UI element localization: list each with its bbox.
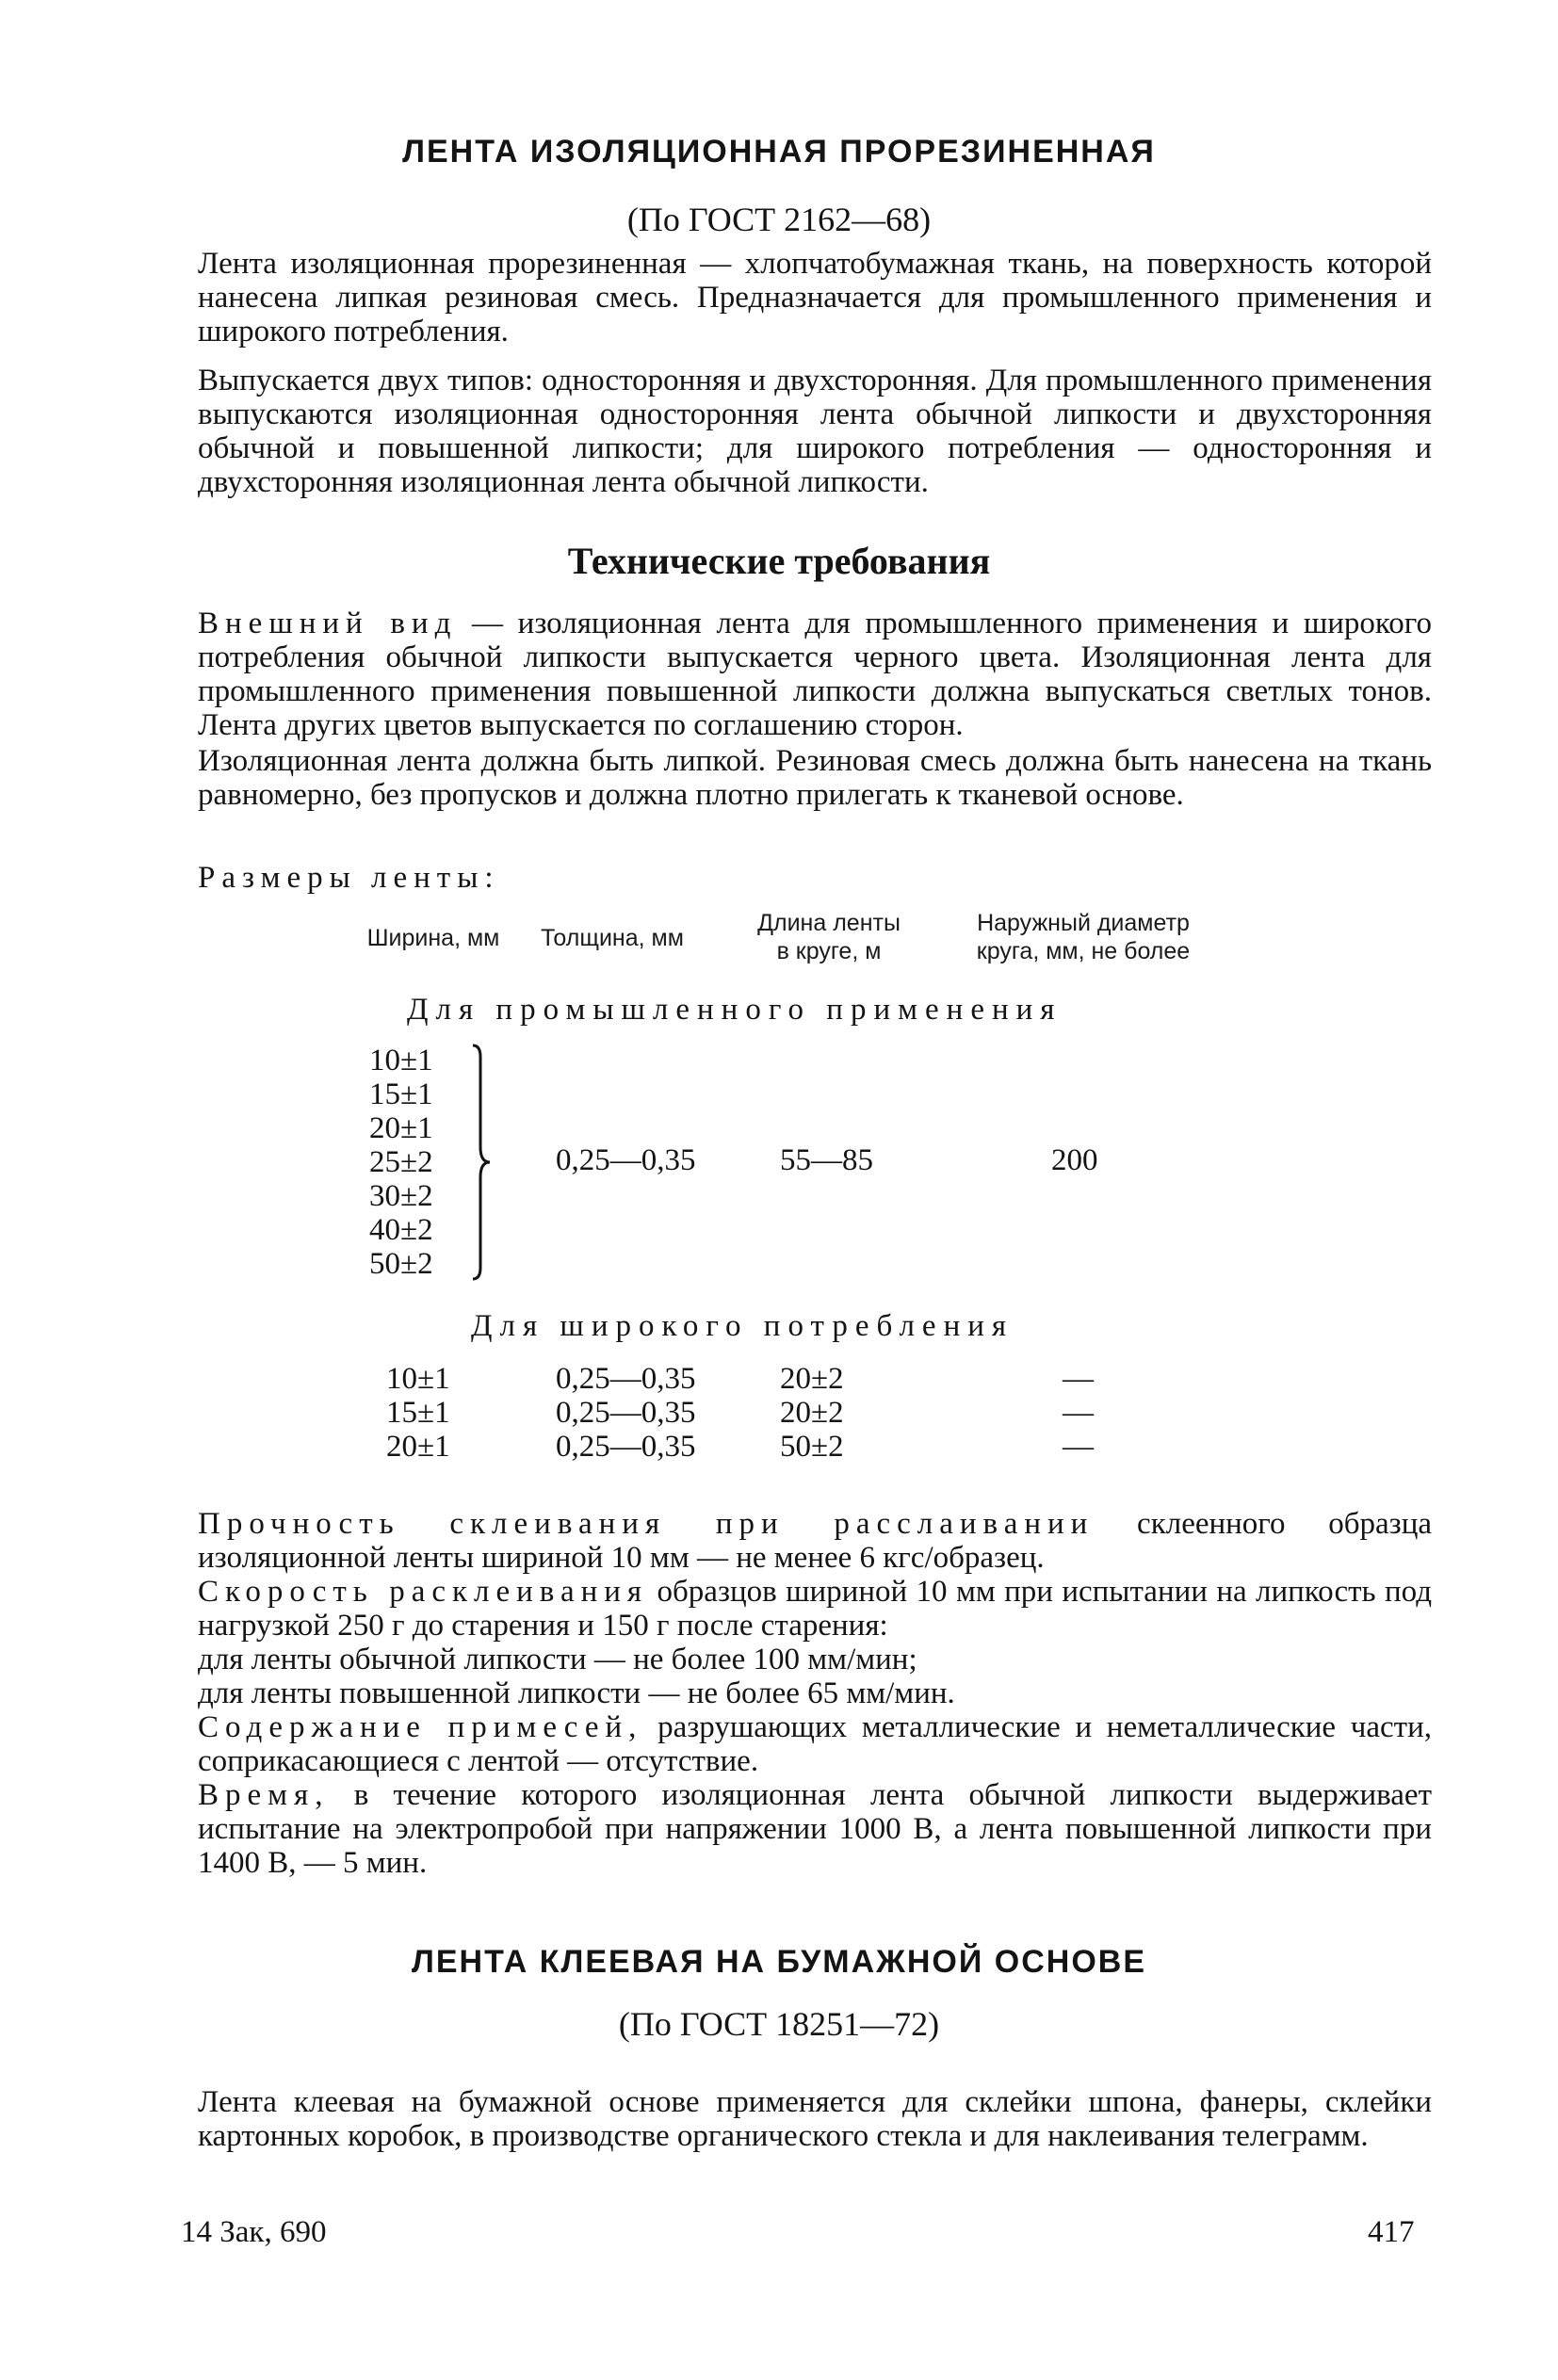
impurities-text: разрушающих металлические и неметаллические части, соприкасающиеся с лентой — отсутствие. — [198, 1710, 1432, 1778]
tech-heading: Технические требования — [567, 540, 991, 582]
industrial-width: 40±2 — [369, 1213, 433, 1247]
industrial-diameter: 200 — [1051, 1143, 1098, 1177]
industrial-width: 20±1 — [369, 1111, 433, 1145]
section-standard: (По ГОСТ 2162—68) — [626, 201, 932, 238]
industrial-heading: Для промышленного применения — [407, 993, 1063, 1027]
intro-paragraph: Лента изоляционная прорезиненная — хлопчатобумажная ткань, на поверхность которой нанесена липкая резиновая смесь. Предназначается для промышленного применения и широкого потребления. — [198, 247, 1432, 348]
consumer-row-2-width: 15±1 — [386, 1396, 450, 1430]
consumer-row-2-diameter: — — [1063, 1396, 1094, 1430]
grouping-brace — [467, 1042, 495, 1283]
time-text: в течение которого изоляционная лента обычной липкости выдерживает испытание на электропробой при напряжении 1000 В, а лента повышенной липкости при 1400 В, — 5 мин. — [198, 1778, 1432, 1880]
consumer-row-1-width: 10±1 — [386, 1362, 450, 1396]
adhesion-paragraph: Изоляционная лента должна быть липкой. Резиновая смесь должна быть нанесена на ткань равномерно, без пропусков и должна плотно прилегать к тканевой основе. — [198, 744, 1432, 812]
col-header-width: Ширина, мм — [366, 925, 500, 951]
speed-text: образцов шириной 10 мм при испытании на липкость под нагрузкой 250 г до старения и 150 г после старения: — [198, 1575, 1433, 1643]
speed-item-normal: для ленты обычной липкости — не более 100 мм/мин; — [198, 1643, 917, 1676]
industrial-length: 55—85 — [780, 1143, 873, 1177]
types-paragraph: Выпускается двух типов: односторонняя и двухсторонняя. Для промышленного применения выпускаются изоляционная односторонняя лента обычной липкости и двухсторонняя обычной и повышенной липкости; для широкого потребления — односторонняя и двухсторонняя изоляционная лента обычной липкости. — [198, 364, 1432, 499]
industrial-width: 10±1 — [369, 1044, 433, 1077]
industrial-width: 25±2 — [369, 1145, 433, 1179]
industrial-width-list — [369, 1044, 433, 1281]
impurities-label: Содержание примесей, — [198, 1710, 643, 1744]
footer-order-number: 14 Зак, 690 — [181, 2215, 327, 2249]
strength-text: склеенного образца изоляционной ленты шириной 10 мм — не менее 6 кгс/образец. — [198, 1507, 1432, 1575]
sizes-label: Размеры ленты: — [198, 861, 500, 895]
strength-paragraph — [198, 1507, 1432, 1575]
consumer-row-1-length: 20±2 — [780, 1362, 844, 1396]
consumer-row-3-thickness: 0,25—0,35 — [556, 1430, 696, 1464]
col-header-diameter-line1: Наружный диаметр — [977, 910, 1190, 936]
appearance-text: — изоляционная лента для промышленного применения и широкого потребления обычной липкости выпускается черного цвета. Изоляционная лента для промышленного применения повышенной липкости должна выпускаться светлых тонов. Лента других цветов выпускается по соглашению сторон. — [198, 607, 1432, 742]
consumer-row-3-diameter: — — [1063, 1430, 1094, 1464]
consumer-row-1-diameter: — — [1063, 1362, 1094, 1396]
speed-item-high: для ленты повышенной липкости — не более 65 мм/мин. — [198, 1676, 955, 1710]
industrial-width: 30±2 — [369, 1179, 433, 1213]
time-paragraph — [198, 1778, 1432, 1880]
section2-standard: (По ГОСТ 18251—72) — [618, 2005, 940, 2043]
industrial-width: 50±2 — [369, 1247, 433, 1281]
impurities-paragraph — [198, 1710, 1432, 1778]
col-header-length-line2: в круге, м — [776, 938, 882, 964]
consumer-row-1-thickness: 0,25—0,35 — [556, 1362, 696, 1396]
section2-title: ЛЕНТА КЛЕЕВАЯ НА БУМАЖНОЙ ОСНОВЕ — [412, 1944, 1146, 1980]
speed-label: Скорость расклеивания — [198, 1575, 649, 1609]
col-header-length-line1: Длина ленты — [757, 910, 901, 936]
col-header-thickness: Толщина, мм — [541, 925, 684, 951]
section-title: ЛЕНТА ИЗОЛЯЦИОННАЯ ПРОРЕЗИНЕННАЯ — [402, 134, 1156, 170]
time-label: Время, — [198, 1778, 330, 1812]
consumer-row-2-length: 20±2 — [780, 1396, 844, 1430]
industrial-thickness: 0,25—0,35 — [556, 1143, 696, 1177]
strength-label: Прочность склеивания при расслаивании — [198, 1507, 1095, 1541]
consumer-row-2-thickness: 0,25—0,35 — [556, 1396, 696, 1430]
speed-paragraph — [198, 1575, 1432, 1643]
industrial-width: 15±1 — [369, 1077, 433, 1111]
section2-paragraph: Лента клеевая на бумажной основе применяется для склейки шпона, фанеры, склейки картонных коробок, в производстве органического стекла и для наклеивания телеграмм. — [198, 2085, 1432, 2153]
consumer-row-3-width: 20±1 — [386, 1430, 450, 1464]
consumer-heading: Для широкого потребления — [471, 1309, 1014, 1343]
col-header-diameter-line2: круга, мм, не более — [976, 938, 1191, 964]
page-number: 417 — [1368, 2215, 1415, 2249]
appearance-paragraph — [198, 607, 1432, 742]
appearance-label: Внешний вид — [198, 607, 458, 640]
consumer-row-3-length: 50±2 — [780, 1430, 844, 1464]
